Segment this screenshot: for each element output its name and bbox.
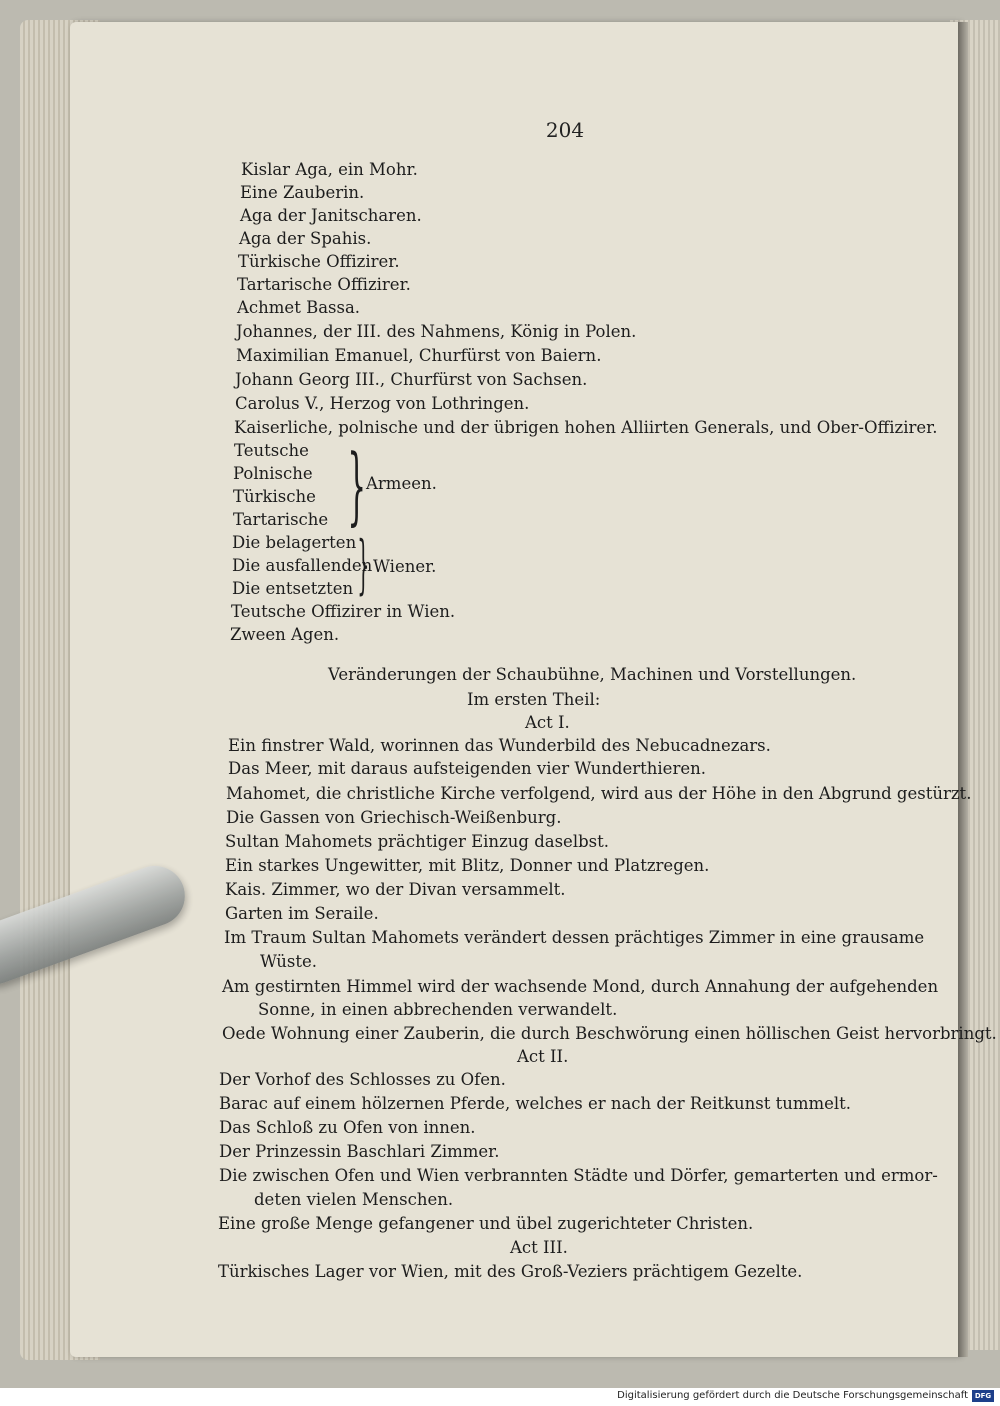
cast-line: Maximilian Emanuel, Churfürst von Baiern.: [236, 346, 602, 365]
act-title: Act III.: [510, 1238, 568, 1257]
scene-line: Ein finstrer Wald, worinnen das Wunderbild des Nebucadnezars.: [228, 736, 771, 755]
cast-line: Johannes, der III. des Nahmens, König in Polen.: [236, 322, 637, 341]
cast-line: Tartarische Offizirer.: [237, 275, 411, 294]
scene-line: Türkisches Lager vor Wien, mit des Groß-Veziers prächtigem Gezelte.: [218, 1262, 803, 1281]
scene-line: Der Vorhof des Schlosses zu Ofen.: [219, 1070, 506, 1089]
vienna-label: Wiener.: [373, 557, 437, 576]
scene-line: Sultan Mahomets prächtiger Einzug daselbst.: [225, 832, 610, 851]
scene-line: Oede Wohnung einer Zauberin, die durch Beschwörung einen höllischen Geist hervorbringt.: [222, 1024, 997, 1043]
armies-brace-icon: }: [347, 436, 367, 534]
book-gutter: [958, 22, 968, 1357]
cast-line: Kislar Aga, ein Mohr.: [241, 160, 418, 179]
scene-line: Das Schloß zu Ofen von innen.: [219, 1118, 476, 1137]
scene-line: Mahomet, die christliche Kirche verfolgend, wird aus der Höhe in den Abgrund gestürzt.: [226, 784, 972, 803]
cast-line: Aga der Janitscharen.: [240, 206, 422, 225]
army-line: Teutsche: [234, 441, 309, 460]
scene-line: Im Traum Sultan Mahomets verändert dessen prächtiges Zimmer in eine grausame: [224, 928, 925, 947]
cast-line: Kaiserliche, polnische und der übrigen hohen Alliirten Generals, und Ober-Offizirer.: [234, 418, 938, 437]
army-line: Türkische: [233, 487, 316, 506]
dfg-logo: DFG: [972, 1390, 994, 1402]
section-heading: Veränderungen der Schaubühne, Machinen und Vorstellungen.: [328, 665, 857, 684]
cast-line: Aga der Spahis.: [239, 229, 372, 248]
scene-line: Am gestirnten Himmel wird der wachsende Mond, durch Annahung der aufgehenden: [222, 977, 939, 996]
scene-line: Das Meer, mit daraus aufsteigenden vier Wunderthieren.: [228, 759, 706, 778]
cast-line: Eine Zauberin.: [240, 183, 365, 202]
scene-line: Barac auf einem hölzernen Pferde, welches er nach der Reitkunst tummelt.: [219, 1094, 852, 1113]
scene-line: Eine große Menge gefangener und übel zugerichteter Christen.: [218, 1214, 754, 1233]
army-line: Polnische: [233, 464, 313, 483]
scene-line: Die zwischen Ofen und Wien verbrannten Städte und Dörfer, gemarterten und ermor-: [219, 1166, 938, 1185]
act-title: Act II.: [517, 1047, 569, 1066]
cast-line: Türkische Offizirer.: [238, 252, 400, 271]
vienna-line: Die belagerten: [232, 533, 357, 552]
vienna-line: Die entsetzten: [232, 579, 354, 598]
scene-line: Der Prinzessin Baschlari Zimmer.: [219, 1142, 500, 1161]
scene-line: Ein starkes Ungewitter, mit Blitz, Donner und Platzregen.: [225, 856, 710, 875]
scene-line: Wüste.: [260, 952, 318, 971]
scene-line: Kais. Zimmer, wo der Divan versammelt.: [225, 880, 566, 899]
cast-line: Carolus V., Herzog von Lothringen.: [235, 394, 530, 413]
scene-line: Die Gassen von Griechisch-Weißenburg.: [226, 808, 562, 827]
page-number: 204: [545, 118, 585, 142]
act-title: Act I.: [525, 713, 570, 732]
cast-line: Teutsche Offizirer in Wien.: [231, 602, 456, 621]
cast-line: Achmet Bassa.: [237, 298, 361, 317]
armies-label: Armeen.: [366, 474, 437, 493]
scene-line: deten vielen Menschen.: [254, 1190, 454, 1209]
vienna-brace-icon: }: [357, 528, 370, 602]
vienna-line: Die ausfallenden: [232, 556, 373, 575]
part-heading: Im ersten Theil:: [467, 690, 601, 709]
footer-credit: Digitalisierung gefördert durch die Deutsche Forschungsgemeinschaft: [617, 1390, 968, 1401]
scene-line: Garten im Seraile.: [225, 904, 379, 923]
scene-line: Sonne, in einen abbrechenden verwandelt.: [258, 1000, 618, 1019]
army-line: Tartarische: [233, 510, 329, 529]
cast-line: Johann Georg III., Churfürst von Sachsen.: [235, 370, 588, 389]
cast-line: Zween Agen.: [230, 625, 340, 644]
